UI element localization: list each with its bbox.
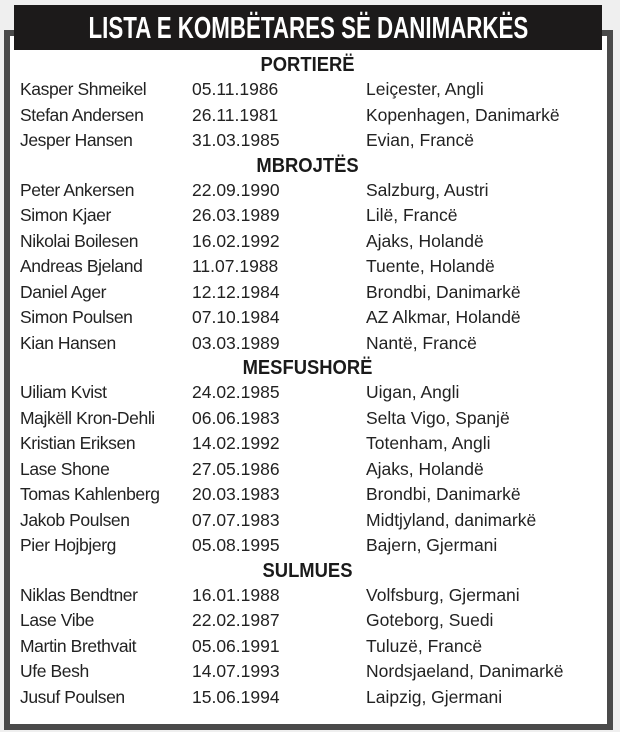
player-club: Totenham, Angli (366, 433, 491, 453)
player-club: Nordsjaeland, Danimarkë (366, 661, 564, 681)
player-row (20, 406, 595, 432)
player-row (20, 431, 595, 457)
player-name: Kian Hansen (20, 332, 116, 353)
player-row (20, 380, 595, 406)
player-dob: 26.11.1981 (192, 104, 279, 125)
player-row (20, 178, 595, 204)
player-club: Evian, Francë (366, 130, 474, 150)
player-row (20, 685, 595, 711)
player-row (20, 457, 595, 483)
player-row (20, 659, 595, 685)
player-dob: 11.07.1988 (192, 256, 279, 276)
player-row (20, 331, 595, 357)
player-dob: 16.01.1988 (192, 584, 280, 605)
player-club: Leiçester, Angli (366, 79, 484, 99)
player-name: Daniel Ager (20, 281, 107, 302)
player-dob: 31.03.1985 (192, 130, 280, 150)
title-banner (14, 5, 602, 50)
player-name: Kristian Eriksen (20, 433, 136, 453)
player-name: Niklas Bendtner (20, 584, 138, 605)
player-dob: 05.11.1986 (192, 79, 279, 99)
player-row (20, 280, 595, 306)
player-club: Uigan, Angli (366, 382, 460, 402)
player-row (20, 103, 595, 129)
player-row (20, 583, 595, 609)
player-row (20, 634, 595, 660)
player-row (20, 482, 595, 508)
player-dob: 26.03.1989 (192, 205, 280, 225)
player-club: Brondbi, Danimarkë (366, 281, 521, 302)
player-dob: 22.02.1987 (192, 610, 280, 630)
player-row (20, 608, 595, 634)
player-name: Lase Vibe (20, 610, 94, 630)
player-name: Simon Kjaer (20, 205, 111, 225)
player-name: Majkëll Kron-Dehli (20, 407, 155, 428)
player-name: Lase Shone (20, 458, 110, 479)
section-heading-forwards: SULMUES (262, 559, 353, 582)
section-heading-defenders: MBROJTËS (256, 154, 359, 177)
player-dob: 22.09.1990 (192, 179, 280, 200)
player-name: Ufe Besh (20, 661, 89, 681)
player-dob: 05.06.1991 (192, 635, 280, 656)
player-club: Ajaks, Holandë (366, 458, 484, 479)
player-name: Uiliam Kvist (20, 382, 107, 402)
player-name: Jesper Hansen (20, 130, 133, 150)
player-row (20, 254, 595, 280)
player-name: Nikolai Boilesen (20, 230, 139, 251)
player-row (20, 77, 595, 103)
player-club: Lilë, Francë (366, 205, 458, 225)
player-club: Nantë, Francë (366, 332, 477, 353)
player-row (20, 533, 595, 559)
player-row (20, 128, 595, 154)
player-name: Simon Poulsen (20, 307, 133, 327)
player-club: Tuluzë, Francë (366, 635, 483, 656)
player-club: Midtjyland, danimarkë (366, 509, 537, 530)
roster-list (20, 53, 595, 710)
player-dob: 16.02.1992 (192, 230, 280, 251)
section-heading-midfielders: MESFUSHORË (242, 357, 373, 379)
player-dob: 14.02.1992 (192, 433, 280, 453)
player-dob: 15.06.1994 (192, 686, 280, 707)
player-row (20, 229, 595, 255)
player-dob: 05.08.1995 (192, 535, 280, 555)
player-dob: 14.07.1993 (192, 661, 280, 681)
player-name: Jusuf Poulsen (20, 686, 125, 707)
player-name: Peter Ankersen (20, 179, 135, 200)
player-name: Pier Hojbjerg (20, 535, 116, 555)
player-name: Kasper Shmeikel (20, 79, 147, 99)
player-club: Selta Vigo, Spanjë (366, 407, 510, 428)
section-heading-goalkeepers: PORTIERË (260, 54, 355, 76)
player-row (20, 203, 595, 229)
player-row (20, 508, 595, 534)
player-dob: 03.03.1989 (192, 332, 280, 353)
player-dob: 07.07.1983 (192, 509, 280, 530)
player-name: Andreas Bjeland (20, 256, 143, 276)
player-club: Kopenhagen, Danimarkë (366, 104, 560, 125)
player-dob: 27.05.1986 (192, 458, 280, 479)
player-club: Volfsburg, Gjermani (366, 584, 520, 605)
player-club: Brondbi, Danimarkë (366, 484, 521, 504)
player-club: Laipzig, Gjermani (366, 686, 503, 707)
player-dob: 12.12.1984 (192, 281, 280, 302)
player-dob: 20.03.1983 (192, 484, 280, 504)
player-club: Bajern, Gjermani (366, 535, 498, 555)
player-dob: 06.06.1983 (192, 407, 280, 428)
player-club: Goteborg, Suedi (366, 610, 494, 630)
player-row (20, 305, 595, 331)
player-club: Tuente, Holandë (366, 256, 495, 276)
page-title: LISTA E KOMBËTARES SË DANIMARKËS (88, 9, 528, 45)
player-club: Ajaks, Holandë (366, 230, 484, 251)
player-dob: 24.02.1985 (192, 382, 280, 402)
player-name: Stefan Andersen (20, 104, 144, 125)
player-name: Tomas Kahlenberg (20, 484, 160, 504)
player-name: Jakob Poulsen (20, 509, 130, 530)
player-dob: 07.10.1984 (192, 307, 280, 327)
player-club: AZ Alkmar, Holandë (366, 307, 521, 327)
player-name: Martin Brethvait (20, 635, 137, 656)
player-club: Salzburg, Austri (366, 179, 489, 200)
